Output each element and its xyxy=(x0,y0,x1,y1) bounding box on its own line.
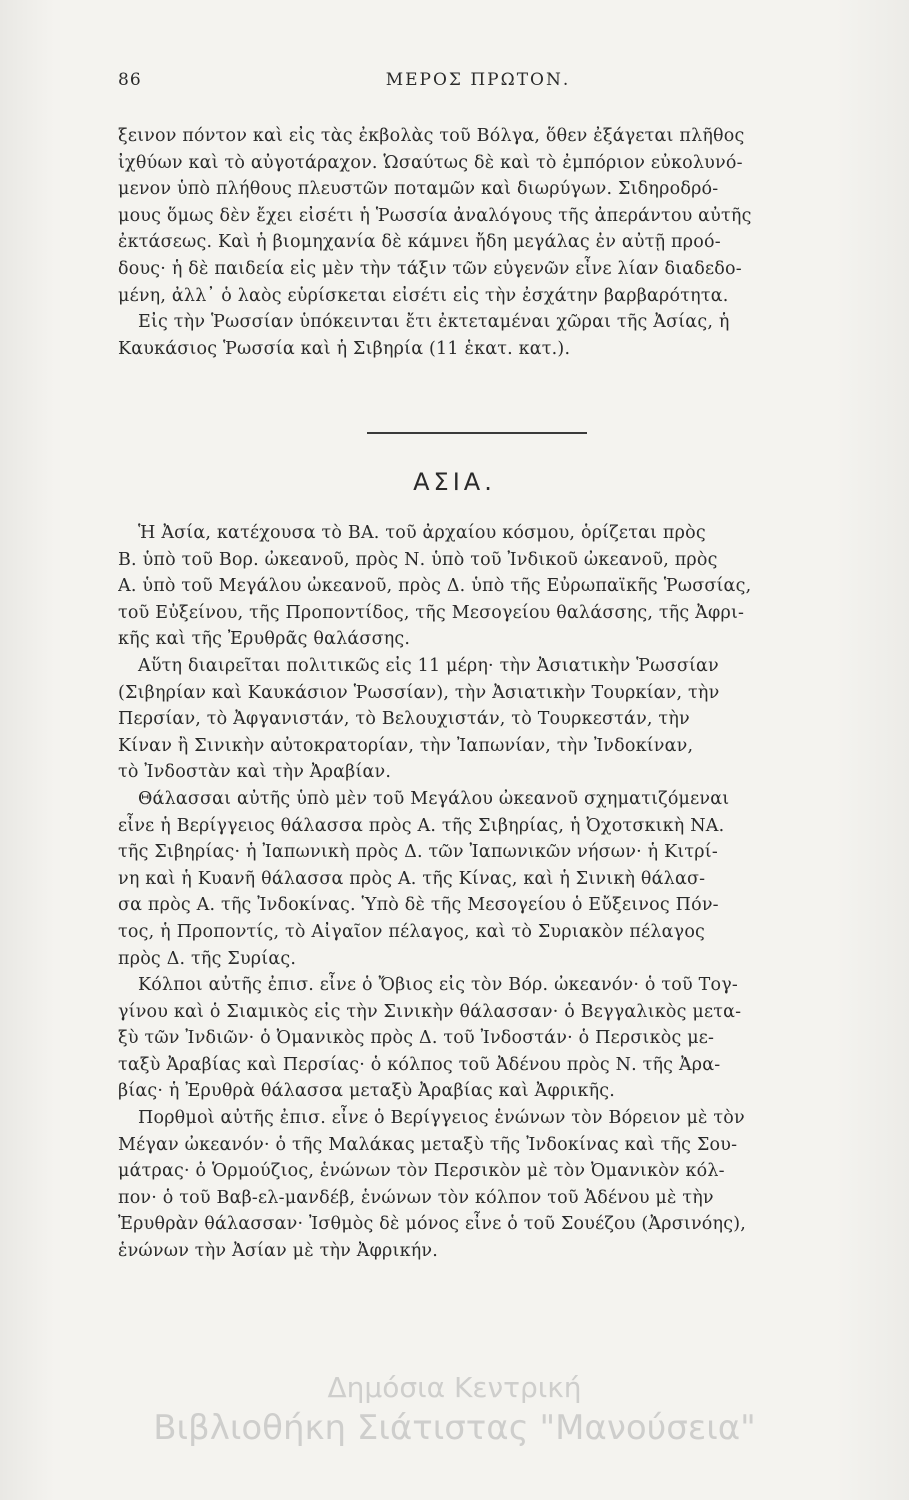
text-line: βίας· ἡ Ἐρυθρὰ θάλασσα μεταξὺ Ἀραβίας καὶ Ἀφρικῆς. xyxy=(118,1081,616,1102)
running-title: ΜΕΡΟΣ ΠΡΩΤΟΝ. xyxy=(385,70,571,90)
text-line: τοῦ Εὐξείνου, τῆς Προποντίδος, τῆς Μεσογείου θαλάσσης, τῆς Ἀφρι- xyxy=(118,602,745,623)
text-line: ταξὺ Ἀραβίας καὶ Περσίας· ὁ κόλπος τοῦ Ἀδένου πρὸς Ν. τῆς Ἀρα- xyxy=(118,1054,721,1075)
text-line: νη καὶ ἡ Κυανῆ θάλασσα πρὸς Α. τῆς Κίνας, καὶ ἡ Σινικὴ θάλασ- xyxy=(118,868,706,889)
text-line: Θάλασσαι αὐτῆς ὑπὸ μὲν τοῦ Μεγάλου ὠκεανοῦ σχηματιζόμεναι xyxy=(138,788,730,809)
text-line: Β. ὑπὸ τοῦ Βορ. ὠκεανοῦ, πρὸς Ν. ὑπὸ τοῦ Ἰνδικοῦ ὠκεανοῦ, πρὸς xyxy=(118,549,718,570)
text-line: ξεινον πόντον καὶ εἰς τὰς ἐκβολὰς τοῦ Βόλγα, ὅθεν ἐξάγεται πλῆθος xyxy=(118,126,745,146)
watermark-line-1: Δημόσια Κεντρική xyxy=(327,1371,582,1404)
text-line: εἶνε ἡ Βερίγγειος θάλασσα πρὸς Α. τῆς Σιβηρίας, ἡ Ὀχοτσκικὴ ΝΑ. xyxy=(118,815,725,836)
page-number: 86 xyxy=(118,70,142,90)
text-line: πον· ὁ τοῦ Βαβ-ελ-μανδέβ, ἑνώνων τὸν κόλπον τοῦ Ἀδένου μὲ τὴν xyxy=(118,1187,714,1208)
section-divider xyxy=(367,432,587,434)
text-line: τὸ Ἰνδοστὰν καὶ τὴν Ἀραβίαν. xyxy=(118,762,392,783)
text-line: δους· ἡ δὲ παιδεία εἰς μὲν τὴν τάξιν τῶν εὐγενῶν εἶνε λίαν διαδεδο- xyxy=(118,258,742,279)
page-header xyxy=(118,70,838,100)
watermark-line-2: Βιβλιοθήκη Σιάτιστας "Μανούσεια" xyxy=(153,1408,756,1448)
text-line: τος, ἡ Προποντίς, τὸ Αἰγαῖον πέλαγος, καὶ τὸ Συριακὸν πέλαγος xyxy=(118,921,706,942)
text-line: ἑνώνων τὴν Ἀσίαν μὲ τὴν Ἀφρικήν. xyxy=(118,1241,438,1262)
text-line: σα πρὸς Α. τῆς Ἰνδοκίνας. Ὑπὸ δὲ τῆς Μεσογείου ὁ Εὔξεινος Πόν- xyxy=(118,895,719,916)
text-line: Αὕτη διαιρεῖται πολιτικῶς εἰς 11 μέρη· τὴν Ἀσιατικὴν Ῥωσσίαν xyxy=(138,655,719,676)
text-line: Καυκάσιος Ῥωσσία καὶ ἡ Σιβηρία (11 ἑκατ. κατ.). xyxy=(118,338,571,359)
text-line: Εἰς τὴν Ῥωσσίαν ὑπόκεινται ἔτι ἐκτεταμέναι χῶραι τῆς Ἀσίας, ἡ xyxy=(138,312,730,333)
text-line: γίνου καὶ ὁ Σιαμικὸς εἰς τὴν Σινικὴν θάλασσαν· ὁ Βεγγαλικὸς μετα- xyxy=(118,1001,742,1022)
text-line: Κίναν ἢ Σινικὴν αὐτοκρατορίαν, τὴν Ἰαπωνίαν, τὴν Ἰνδοκίναν, xyxy=(118,735,694,756)
text-line: τῆς Σιβηρίας· ἡ Ἰαπωνικὴ πρὸς Δ. τῶν Ἰαπωνικῶν νήσων· ἡ Κιτρί- xyxy=(118,842,718,863)
text-line: κῆς καὶ τῆς Ἐρυθρᾶς θαλάσσης. xyxy=(118,629,411,650)
text-line: ἰχθύων καὶ τὸ αὐγοτάραχον. Ὡσαύτως δὲ καὶ τὸ ἐμπόριον εὐκολυνό- xyxy=(118,152,743,173)
text-line: ἐκτάσεως. Καὶ ἡ βιομηχανία δὲ κάμνει ἤδη μεγάλας ἐν αὐτῇ προό- xyxy=(118,232,721,253)
text-line: μους ὅμως δὲν ἔχει εἰσέτι ἡ Ῥωσσία ἀναλόγους τῆς ἀπεράντου αὐτῆς xyxy=(118,205,752,226)
text-line: Πορθμοὶ αὐτῆς ἐπισ. εἶνε ὁ Βερίγγειος ἑνώνων τὸν Βόρειον μὲ τὸν xyxy=(138,1108,745,1129)
text-line: ξὺ τῶν Ἰνδιῶν· ὁ Ὀμανικὸς πρὸς Δ. τοῦ Ἰνδοστάν· ὁ Περσικὸς με- xyxy=(118,1028,715,1049)
text-line: Μέγαν ὠκεανόν· ὁ τῆς Μαλάκας μεταξὺ τῆς Ἰνδοκίνας καὶ τῆς Σου- xyxy=(118,1134,738,1155)
text-line: μενον ὑπὸ πλήθους πλευστῶν ποταμῶν καὶ διωρύγων. Σιδηροδρό- xyxy=(118,179,719,200)
text-line: Περσίαν, τὸ Ἀφγανιστάν, τὸ Βελουχιστάν, τὸ Τουρκεστάν, τὴν xyxy=(118,709,690,730)
text-line: πρὸς Δ. τῆς Συρίας. xyxy=(118,948,297,969)
text-line: Α. ὑπὸ τοῦ Μεγάλου ὠκεανοῦ, πρὸς Δ. ὑπὸ τῆς Εὐρωπαϊκῆς Ῥωσσίας, xyxy=(118,576,752,597)
text-line: Κόλποι αὐτῆς ἐπισ. εἶνε ὁ Ὄβιος εἰς τὸν Βόρ. ὠκεανόν· ὁ τοῦ Τογ- xyxy=(138,975,738,996)
section-asia-body xyxy=(118,520,848,1265)
text-line: μένη, ἀλλ᾽ ὁ λαὸς εὑρίσκεται εἰσέτι εἰς τὴν ἐσχάτην βαρβαρότητα. xyxy=(118,285,729,306)
text-line: μάτρας· ὁ Ὁρμούζιος, ἑνώνων τὸν Περσικὸν μὲ τὸν Ὀμανικὸν κόλ- xyxy=(118,1161,725,1182)
text-line: Ἐρυθρὰν θάλασσαν· Ἰσθμὸς δὲ μόνος εἶνε ὁ τοῦ Σουέζου (Ἀρσινόης), xyxy=(118,1214,746,1235)
section-title: ΑΣΙΑ. xyxy=(413,468,496,496)
text-line: Ἡ Ἀσία, κατέχουσα τὸ ΒΑ. τοῦ ἀρχαίου κόσμου, ὁρίζεται πρὸς xyxy=(138,523,706,543)
library-watermark xyxy=(0,1368,909,1448)
text-line: (Σιβηρίαν καὶ Καυκάσιον Ῥωσσίαν), τὴν Ἀσιατικὴν Τουρκίαν, τὴν xyxy=(118,682,720,703)
paragraph-russia xyxy=(118,123,848,362)
